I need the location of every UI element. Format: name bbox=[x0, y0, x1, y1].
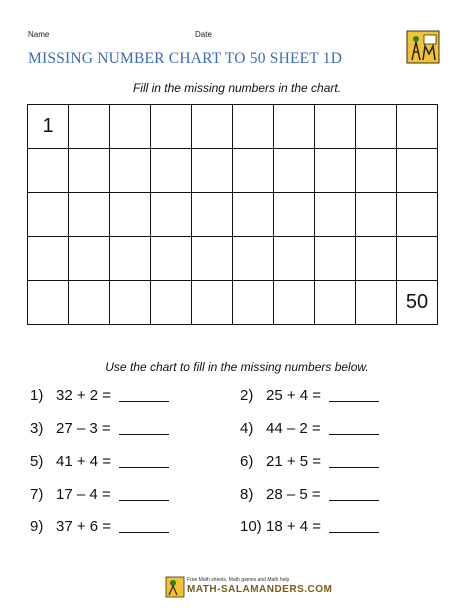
question-expression: 32 + 2 = bbox=[56, 387, 112, 404]
question-expression: 27 – 3 = bbox=[56, 420, 111, 437]
grid-cell[interactable] bbox=[151, 237, 192, 281]
answer-blank[interactable] bbox=[119, 499, 169, 501]
grid-cell[interactable] bbox=[110, 193, 151, 237]
question-item bbox=[30, 486, 169, 503]
grid-cell[interactable] bbox=[274, 281, 315, 325]
grid-cell[interactable] bbox=[69, 193, 110, 237]
grid-cell[interactable] bbox=[233, 105, 274, 149]
grid-cell[interactable] bbox=[315, 193, 356, 237]
grid-cell[interactable] bbox=[192, 281, 233, 325]
grid-cell[interactable] bbox=[233, 237, 274, 281]
grid-cell[interactable] bbox=[28, 237, 69, 281]
grid-row bbox=[28, 149, 438, 193]
question-number: 3) bbox=[30, 420, 44, 437]
grid-cell[interactable] bbox=[356, 149, 397, 193]
question-number: 8) bbox=[240, 486, 254, 503]
question-expression: 25 + 4 = bbox=[266, 387, 322, 404]
grid-cell[interactable] bbox=[28, 149, 69, 193]
answer-blank[interactable] bbox=[119, 433, 169, 435]
grid-cell[interactable] bbox=[356, 193, 397, 237]
grid-row bbox=[28, 193, 438, 237]
grid-cell[interactable] bbox=[356, 105, 397, 149]
question-number: 7) bbox=[30, 486, 44, 503]
grid-cell[interactable] bbox=[110, 149, 151, 193]
page-title: MISSING NUMBER CHART TO 50 SHEET 1D bbox=[28, 50, 343, 67]
answer-blank[interactable] bbox=[329, 531, 379, 533]
footer-brand: MATH-SALAMANDERS.COM bbox=[187, 584, 333, 595]
question-number: 1) bbox=[30, 387, 44, 404]
grid-cell[interactable] bbox=[28, 193, 69, 237]
question-item bbox=[30, 453, 169, 470]
grid-cell[interactable] bbox=[110, 105, 151, 149]
answer-blank[interactable] bbox=[329, 466, 379, 468]
question-item bbox=[240, 453, 379, 470]
grid-row bbox=[28, 281, 438, 325]
question-expression: 37 + 6 = bbox=[56, 518, 112, 535]
footer bbox=[165, 576, 333, 600]
grid-cell[interactable] bbox=[192, 105, 233, 149]
grid-cell[interactable]: 50 bbox=[397, 281, 438, 325]
questions-instruction: Use the chart to fill in the missing numbers below. bbox=[105, 360, 369, 374]
question-expression: 18 + 4 = bbox=[266, 518, 322, 535]
grid-cell[interactable] bbox=[151, 193, 192, 237]
grid-cell[interactable] bbox=[110, 237, 151, 281]
answer-blank[interactable] bbox=[119, 531, 169, 533]
grid-row bbox=[28, 237, 438, 281]
grid-cell[interactable] bbox=[315, 149, 356, 193]
question-item bbox=[240, 387, 379, 404]
question-expression: 21 + 5 = bbox=[266, 453, 322, 470]
answer-blank[interactable] bbox=[119, 400, 169, 402]
grid-cell[interactable] bbox=[69, 105, 110, 149]
grid-cell[interactable] bbox=[397, 237, 438, 281]
question-number: 5) bbox=[30, 453, 44, 470]
name-label: Name bbox=[28, 30, 50, 39]
grid-cell[interactable] bbox=[151, 105, 192, 149]
grid-row bbox=[28, 105, 438, 149]
grid-cell[interactable] bbox=[233, 281, 274, 325]
question-item bbox=[30, 420, 169, 437]
date-label: Date bbox=[195, 30, 212, 39]
question-expression: 17 – 4 = bbox=[56, 486, 111, 503]
grid-cell[interactable] bbox=[28, 281, 69, 325]
question-number: 6) bbox=[240, 453, 254, 470]
grid-cell[interactable] bbox=[397, 193, 438, 237]
question-expression: 41 + 4 = bbox=[56, 453, 112, 470]
chart-instruction: Fill in the missing numbers in the chart. bbox=[132, 81, 342, 95]
number-chart-grid bbox=[27, 104, 438, 325]
grid-cell[interactable] bbox=[233, 149, 274, 193]
grid-cell[interactable] bbox=[192, 149, 233, 193]
grid-cell[interactable] bbox=[274, 237, 315, 281]
footer-salamander-icon bbox=[165, 576, 185, 598]
question-item bbox=[240, 518, 379, 535]
grid-cell[interactable]: 1 bbox=[28, 105, 69, 149]
question-number: 4) bbox=[240, 420, 254, 437]
question-number: 9) bbox=[30, 518, 44, 535]
grid-cell[interactable] bbox=[274, 149, 315, 193]
grid-cell[interactable] bbox=[397, 149, 438, 193]
answer-blank[interactable] bbox=[329, 433, 379, 435]
question-expression: 28 – 5 = bbox=[266, 486, 321, 503]
question-item bbox=[240, 486, 379, 503]
answer-blank[interactable] bbox=[119, 466, 169, 468]
grid-cell[interactable] bbox=[110, 281, 151, 325]
answer-blank[interactable] bbox=[329, 499, 379, 501]
grid-cell[interactable] bbox=[233, 193, 274, 237]
grid-cell[interactable] bbox=[274, 105, 315, 149]
question-expression: 44 – 2 = bbox=[266, 420, 321, 437]
grid-cell[interactable] bbox=[151, 281, 192, 325]
grid-cell[interactable] bbox=[69, 237, 110, 281]
grid-cell[interactable] bbox=[315, 105, 356, 149]
grid-cell[interactable] bbox=[315, 237, 356, 281]
grid-cell[interactable] bbox=[274, 193, 315, 237]
grid-cell[interactable] bbox=[356, 237, 397, 281]
question-item bbox=[30, 387, 169, 404]
grid-cell[interactable] bbox=[315, 281, 356, 325]
question-item bbox=[30, 518, 169, 535]
grid-cell[interactable] bbox=[151, 149, 192, 193]
grid-cell[interactable] bbox=[192, 237, 233, 281]
answer-blank[interactable] bbox=[329, 400, 379, 402]
question-item bbox=[240, 420, 379, 437]
grid-cell[interactable] bbox=[69, 149, 110, 193]
grid-cell[interactable] bbox=[397, 105, 438, 149]
footer-tagline: Free Math sheets, Math games and Math help bbox=[187, 577, 290, 583]
grid-cell[interactable] bbox=[192, 193, 233, 237]
question-number: 2) bbox=[240, 387, 254, 404]
question-number: 10) bbox=[240, 518, 262, 535]
grid-cell[interactable] bbox=[356, 281, 397, 325]
salamander-logo-icon bbox=[406, 30, 440, 64]
grid-cell[interactable] bbox=[69, 281, 110, 325]
